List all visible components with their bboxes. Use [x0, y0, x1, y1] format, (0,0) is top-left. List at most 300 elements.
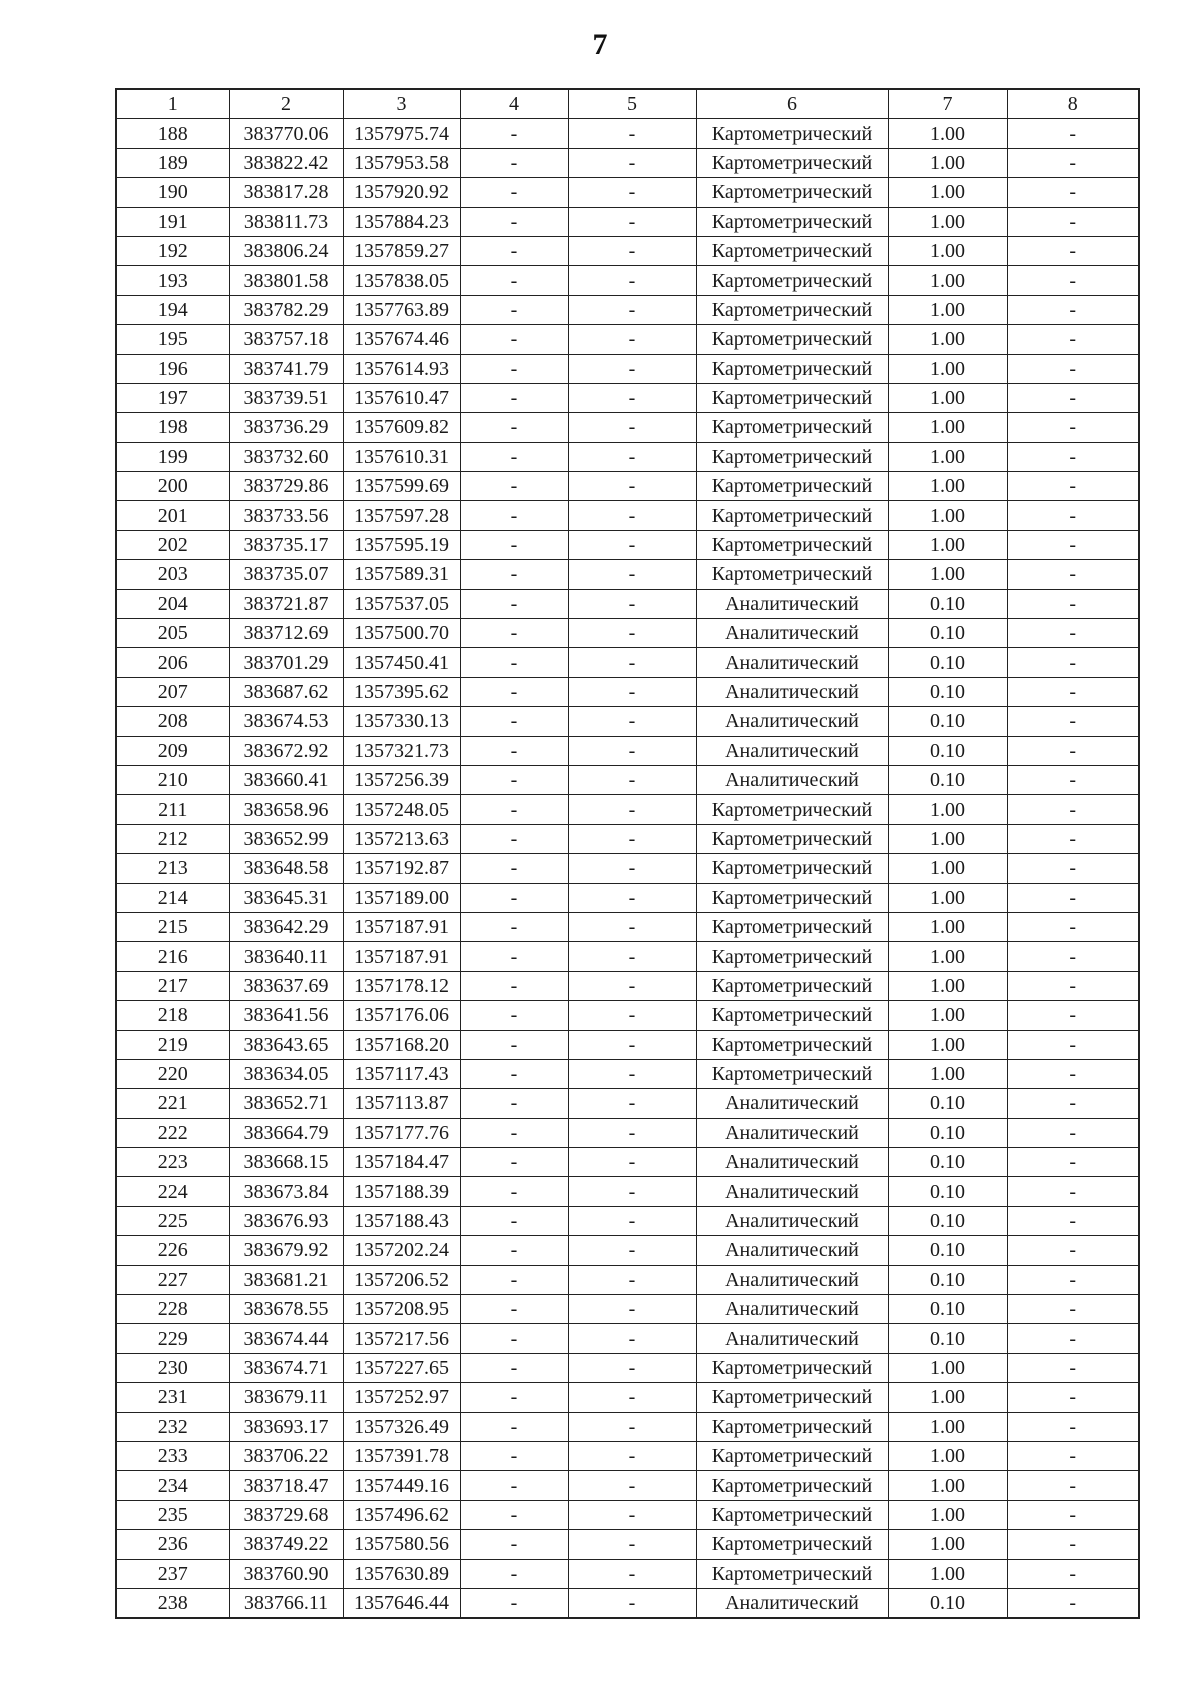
- column-5-cell: -: [568, 912, 696, 941]
- accuracy-cell: 1.00: [888, 883, 1007, 912]
- accuracy-cell: 1.00: [888, 795, 1007, 824]
- column-8-cell: -: [1007, 413, 1139, 442]
- x-coordinate-cell: 383634.05: [229, 1059, 343, 1088]
- y-coordinate-cell: 1357609.82: [343, 413, 460, 442]
- accuracy-cell: 1.00: [888, 354, 1007, 383]
- column-5-cell: -: [568, 1441, 696, 1470]
- column-8-cell: -: [1007, 765, 1139, 794]
- column-8-cell: -: [1007, 148, 1139, 177]
- table-row: [116, 677, 1139, 706]
- table-row: [116, 1001, 1139, 1030]
- table-row: [116, 530, 1139, 559]
- point-number-cell: 219: [116, 1030, 229, 1059]
- column-8-cell: -: [1007, 648, 1139, 677]
- y-coordinate-cell: 1357168.20: [343, 1030, 460, 1059]
- column-5-cell: -: [568, 1148, 696, 1177]
- column-5-cell: -: [568, 472, 696, 501]
- table-row: [116, 383, 1139, 412]
- point-number-cell: 194: [116, 295, 229, 324]
- column-8-cell: -: [1007, 1412, 1139, 1441]
- point-number-cell: 203: [116, 560, 229, 589]
- table-row: [116, 560, 1139, 589]
- accuracy-cell: 0.10: [888, 1295, 1007, 1324]
- point-number-cell: 197: [116, 383, 229, 412]
- column-5-cell: -: [568, 795, 696, 824]
- y-coordinate-cell: 1357391.78: [343, 1441, 460, 1470]
- accuracy-cell: 0.10: [888, 1206, 1007, 1235]
- column-4-cell: -: [460, 501, 568, 530]
- column-4-cell: -: [460, 1588, 568, 1618]
- table-row: [116, 942, 1139, 971]
- point-number-cell: 199: [116, 442, 229, 471]
- accuracy-cell: 0.10: [888, 1324, 1007, 1353]
- column-8-cell: -: [1007, 354, 1139, 383]
- x-coordinate-cell: 383681.21: [229, 1265, 343, 1294]
- column-5-cell: -: [568, 148, 696, 177]
- column-5-cell: -: [568, 824, 696, 853]
- method-cell: Аналитический: [696, 1588, 888, 1618]
- x-coordinate-cell: 383733.56: [229, 501, 343, 530]
- column-4-cell: -: [460, 148, 568, 177]
- method-cell: Аналитический: [696, 648, 888, 677]
- column-4-cell: -: [460, 383, 568, 412]
- point-number-cell: 237: [116, 1559, 229, 1588]
- column-4-cell: -: [460, 1441, 568, 1470]
- accuracy-cell: 1.00: [888, 1030, 1007, 1059]
- method-cell: Картометрический: [696, 442, 888, 471]
- point-number-cell: 228: [116, 1295, 229, 1324]
- column-4-cell: -: [460, 1559, 568, 1588]
- column-8-cell: -: [1007, 1324, 1139, 1353]
- method-cell: Аналитический: [696, 589, 888, 618]
- column-5-cell: -: [568, 1206, 696, 1235]
- table-header-row: [116, 89, 1139, 119]
- y-coordinate-cell: 1357589.31: [343, 560, 460, 589]
- x-coordinate-cell: 383749.22: [229, 1530, 343, 1559]
- method-cell: Аналитический: [696, 1324, 888, 1353]
- point-number-cell: 212: [116, 824, 229, 853]
- table-row: [116, 1559, 1139, 1588]
- column-4-cell: -: [460, 883, 568, 912]
- y-coordinate-cell: 1357217.56: [343, 1324, 460, 1353]
- y-coordinate-cell: 1357321.73: [343, 736, 460, 765]
- accuracy-cell: 1.00: [888, 1500, 1007, 1529]
- method-cell: Картометрический: [696, 1441, 888, 1470]
- method-cell: Аналитический: [696, 736, 888, 765]
- y-coordinate-cell: 1357248.05: [343, 795, 460, 824]
- method-cell: Картометрический: [696, 413, 888, 442]
- column-5-cell: -: [568, 707, 696, 736]
- method-cell: Картометрический: [696, 530, 888, 559]
- accuracy-cell: 1.00: [888, 148, 1007, 177]
- point-number-cell: 189: [116, 148, 229, 177]
- column-8-cell: -: [1007, 1295, 1139, 1324]
- table-row: [116, 325, 1139, 354]
- table-row: [116, 119, 1139, 148]
- method-cell: Аналитический: [696, 1295, 888, 1324]
- table-row: [116, 1383, 1139, 1412]
- y-coordinate-cell: 1357176.06: [343, 1001, 460, 1030]
- x-coordinate-cell: 383721.87: [229, 589, 343, 618]
- column-5-cell: -: [568, 765, 696, 794]
- point-number-cell: 210: [116, 765, 229, 794]
- column-5-cell: -: [568, 1059, 696, 1088]
- table-row: [116, 619, 1139, 648]
- column-4-cell: -: [460, 119, 568, 148]
- table-row: [116, 912, 1139, 941]
- method-cell: Аналитический: [696, 1206, 888, 1235]
- point-number-cell: 223: [116, 1148, 229, 1177]
- column-8-cell: -: [1007, 1441, 1139, 1470]
- method-cell: Картометрический: [696, 119, 888, 148]
- accuracy-cell: 1.00: [888, 178, 1007, 207]
- method-cell: Картометрический: [696, 883, 888, 912]
- method-cell: Картометрический: [696, 971, 888, 1000]
- point-number-cell: 213: [116, 854, 229, 883]
- y-coordinate-cell: 1357449.16: [343, 1471, 460, 1500]
- accuracy-cell: 1.00: [888, 442, 1007, 471]
- table-row: [116, 1471, 1139, 1500]
- accuracy-cell: 1.00: [888, 472, 1007, 501]
- column-8-cell: -: [1007, 207, 1139, 236]
- accuracy-cell: 1.00: [888, 1059, 1007, 1088]
- method-cell: Картометрический: [696, 1383, 888, 1412]
- column-8-cell: -: [1007, 1177, 1139, 1206]
- table-row: [116, 1412, 1139, 1441]
- accuracy-cell: 1.00: [888, 1412, 1007, 1441]
- accuracy-cell: 1.00: [888, 1001, 1007, 1030]
- column-4-cell: -: [460, 648, 568, 677]
- accuracy-cell: 1.00: [888, 295, 1007, 324]
- column-5-cell: -: [568, 560, 696, 589]
- x-coordinate-cell: 383673.84: [229, 1177, 343, 1206]
- column-8-cell: -: [1007, 1089, 1139, 1118]
- column-5-cell: -: [568, 1118, 696, 1147]
- accuracy-cell: 1.00: [888, 236, 1007, 265]
- column-8-cell: -: [1007, 854, 1139, 883]
- column-4-cell: -: [460, 912, 568, 941]
- column-5-cell: -: [568, 677, 696, 706]
- column-5-cell: -: [568, 648, 696, 677]
- column-5-cell: -: [568, 236, 696, 265]
- method-cell: Аналитический: [696, 1177, 888, 1206]
- method-cell: Картометрический: [696, 1353, 888, 1382]
- method-cell: Картометрический: [696, 148, 888, 177]
- column-8-cell: -: [1007, 1059, 1139, 1088]
- x-coordinate-cell: 383668.15: [229, 1148, 343, 1177]
- y-coordinate-cell: 1357208.95: [343, 1295, 460, 1324]
- column-4-cell: -: [460, 1265, 568, 1294]
- column-5-cell: -: [568, 501, 696, 530]
- table-row: [116, 1588, 1139, 1618]
- x-coordinate-cell: 383735.07: [229, 560, 343, 589]
- column-header: 3: [343, 89, 460, 119]
- table-row: [116, 765, 1139, 794]
- x-coordinate-cell: 383640.11: [229, 942, 343, 971]
- accuracy-cell: 1.00: [888, 383, 1007, 412]
- column-header: 1: [116, 89, 229, 119]
- accuracy-cell: 0.10: [888, 1089, 1007, 1118]
- column-8-cell: -: [1007, 119, 1139, 148]
- y-coordinate-cell: 1357184.47: [343, 1148, 460, 1177]
- point-number-cell: 191: [116, 207, 229, 236]
- table-row: [116, 1206, 1139, 1235]
- column-4-cell: -: [460, 1324, 568, 1353]
- method-cell: Картометрический: [696, 178, 888, 207]
- column-5-cell: -: [568, 589, 696, 618]
- y-coordinate-cell: 1357953.58: [343, 148, 460, 177]
- table-row: [116, 1089, 1139, 1118]
- column-5-cell: -: [568, 1265, 696, 1294]
- point-number-cell: 227: [116, 1265, 229, 1294]
- x-coordinate-cell: 383729.68: [229, 1500, 343, 1529]
- table-row: [116, 883, 1139, 912]
- point-number-cell: 204: [116, 589, 229, 618]
- x-coordinate-cell: 383687.62: [229, 677, 343, 706]
- accuracy-cell: 0.10: [888, 1236, 1007, 1265]
- point-number-cell: 229: [116, 1324, 229, 1353]
- point-number-cell: 236: [116, 1530, 229, 1559]
- column-5-cell: -: [568, 1530, 696, 1559]
- x-coordinate-cell: 383679.11: [229, 1383, 343, 1412]
- method-cell: Картометрический: [696, 472, 888, 501]
- point-number-cell: 222: [116, 1118, 229, 1147]
- x-coordinate-cell: 383757.18: [229, 325, 343, 354]
- table-row: [116, 1324, 1139, 1353]
- y-coordinate-cell: 1357450.41: [343, 648, 460, 677]
- table-row: [116, 1441, 1139, 1470]
- column-5-cell: -: [568, 1383, 696, 1412]
- method-cell: Аналитический: [696, 765, 888, 794]
- point-number-cell: 188: [116, 119, 229, 148]
- column-header: 6: [696, 89, 888, 119]
- table-row: [116, 295, 1139, 324]
- x-coordinate-cell: 383739.51: [229, 383, 343, 412]
- method-cell: Картометрический: [696, 354, 888, 383]
- column-8-cell: -: [1007, 1206, 1139, 1235]
- column-5-cell: -: [568, 295, 696, 324]
- table-row: [116, 795, 1139, 824]
- point-number-cell: 192: [116, 236, 229, 265]
- method-cell: Аналитический: [696, 1236, 888, 1265]
- accuracy-cell: 1.00: [888, 1383, 1007, 1412]
- x-coordinate-cell: 383766.11: [229, 1588, 343, 1618]
- column-5-cell: -: [568, 1500, 696, 1529]
- y-coordinate-cell: 1357646.44: [343, 1588, 460, 1618]
- column-5-cell: -: [568, 1001, 696, 1030]
- method-cell: Картометрический: [696, 1471, 888, 1500]
- method-cell: Аналитический: [696, 619, 888, 648]
- y-coordinate-cell: 1357256.39: [343, 765, 460, 794]
- point-number-cell: 224: [116, 1177, 229, 1206]
- y-coordinate-cell: 1357884.23: [343, 207, 460, 236]
- column-5-cell: -: [568, 119, 696, 148]
- table-row: [116, 824, 1139, 853]
- column-8-cell: -: [1007, 883, 1139, 912]
- y-coordinate-cell: 1357252.97: [343, 1383, 460, 1412]
- method-cell: Картометрический: [696, 1559, 888, 1588]
- x-coordinate-cell: 383712.69: [229, 619, 343, 648]
- column-4-cell: -: [460, 765, 568, 794]
- column-8-cell: -: [1007, 1236, 1139, 1265]
- column-5-cell: -: [568, 1177, 696, 1206]
- point-number-cell: 208: [116, 707, 229, 736]
- method-cell: Картометрический: [696, 325, 888, 354]
- point-number-cell: 231: [116, 1383, 229, 1412]
- table-row: [116, 971, 1139, 1000]
- x-coordinate-cell: 383660.41: [229, 765, 343, 794]
- column-8-cell: -: [1007, 1148, 1139, 1177]
- column-4-cell: -: [460, 1530, 568, 1559]
- point-number-cell: 205: [116, 619, 229, 648]
- column-4-cell: -: [460, 325, 568, 354]
- column-5-cell: -: [568, 619, 696, 648]
- coordinates-table: [115, 88, 1140, 1619]
- column-5-cell: -: [568, 1588, 696, 1618]
- method-cell: Картометрический: [696, 795, 888, 824]
- column-4-cell: -: [460, 1471, 568, 1500]
- column-4-cell: -: [460, 824, 568, 853]
- x-coordinate-cell: 383760.90: [229, 1559, 343, 1588]
- table-row: [116, 1530, 1139, 1559]
- column-5-cell: -: [568, 1471, 696, 1500]
- point-number-cell: 233: [116, 1441, 229, 1470]
- table-row: [116, 1236, 1139, 1265]
- x-coordinate-cell: 383801.58: [229, 266, 343, 295]
- column-8-cell: -: [1007, 619, 1139, 648]
- point-number-cell: 230: [116, 1353, 229, 1382]
- point-number-cell: 235: [116, 1500, 229, 1529]
- column-8-cell: -: [1007, 589, 1139, 618]
- table-body: [116, 119, 1139, 1618]
- x-coordinate-cell: 383729.86: [229, 472, 343, 501]
- column-header: 4: [460, 89, 568, 119]
- accuracy-cell: 0.10: [888, 1148, 1007, 1177]
- method-cell: Картометрический: [696, 266, 888, 295]
- column-8-cell: -: [1007, 325, 1139, 354]
- y-coordinate-cell: 1357496.62: [343, 1500, 460, 1529]
- point-number-cell: 215: [116, 912, 229, 941]
- accuracy-cell: 0.10: [888, 736, 1007, 765]
- column-4-cell: -: [460, 354, 568, 383]
- method-cell: Картометрический: [696, 1500, 888, 1529]
- table-row: [116, 1295, 1139, 1324]
- column-4-cell: -: [460, 1148, 568, 1177]
- y-coordinate-cell: 1357187.91: [343, 912, 460, 941]
- x-coordinate-cell: 383822.42: [229, 148, 343, 177]
- method-cell: Картометрический: [696, 942, 888, 971]
- column-4-cell: -: [460, 1295, 568, 1324]
- point-number-cell: 220: [116, 1059, 229, 1088]
- y-coordinate-cell: 1357763.89: [343, 295, 460, 324]
- accuracy-cell: 1.00: [888, 1353, 1007, 1382]
- method-cell: Аналитический: [696, 677, 888, 706]
- y-coordinate-cell: 1357117.43: [343, 1059, 460, 1088]
- table-row: [116, 1353, 1139, 1382]
- method-cell: Аналитический: [696, 1148, 888, 1177]
- accuracy-cell: 1.00: [888, 501, 1007, 530]
- column-header: 2: [229, 89, 343, 119]
- column-5-cell: -: [568, 442, 696, 471]
- y-coordinate-cell: 1357597.28: [343, 501, 460, 530]
- column-5-cell: -: [568, 354, 696, 383]
- table-row: [116, 472, 1139, 501]
- method-cell: Картометрический: [696, 236, 888, 265]
- column-5-cell: -: [568, 1353, 696, 1382]
- method-cell: Картометрический: [696, 383, 888, 412]
- column-4-cell: -: [460, 707, 568, 736]
- table-row: [116, 1059, 1139, 1088]
- x-coordinate-cell: 383674.53: [229, 707, 343, 736]
- column-4-cell: -: [460, 1001, 568, 1030]
- table-row: [116, 442, 1139, 471]
- y-coordinate-cell: 1357975.74: [343, 119, 460, 148]
- x-coordinate-cell: 383652.71: [229, 1089, 343, 1118]
- column-5-cell: -: [568, 383, 696, 412]
- point-number-cell: 195: [116, 325, 229, 354]
- column-8-cell: -: [1007, 736, 1139, 765]
- column-8-cell: -: [1007, 501, 1139, 530]
- column-5-cell: -: [568, 1324, 696, 1353]
- column-5-cell: -: [568, 1559, 696, 1588]
- column-5-cell: -: [568, 1089, 696, 1118]
- table-row: [116, 178, 1139, 207]
- column-8-cell: -: [1007, 295, 1139, 324]
- accuracy-cell: 1.00: [888, 912, 1007, 941]
- column-8-cell: -: [1007, 795, 1139, 824]
- column-8-cell: -: [1007, 1353, 1139, 1382]
- column-8-cell: -: [1007, 942, 1139, 971]
- column-4-cell: -: [460, 178, 568, 207]
- column-8-cell: -: [1007, 824, 1139, 853]
- y-coordinate-cell: 1357330.13: [343, 707, 460, 736]
- column-4-cell: -: [460, 854, 568, 883]
- y-coordinate-cell: 1357206.52: [343, 1265, 460, 1294]
- x-coordinate-cell: 383643.65: [229, 1030, 343, 1059]
- x-coordinate-cell: 383741.79: [229, 354, 343, 383]
- x-coordinate-cell: 383693.17: [229, 1412, 343, 1441]
- column-4-cell: -: [460, 971, 568, 1000]
- y-coordinate-cell: 1357599.69: [343, 472, 460, 501]
- column-8-cell: -: [1007, 266, 1139, 295]
- table-row: [116, 501, 1139, 530]
- column-4-cell: -: [460, 589, 568, 618]
- column-4-cell: -: [460, 295, 568, 324]
- point-number-cell: 238: [116, 1588, 229, 1618]
- column-4-cell: -: [460, 1206, 568, 1235]
- x-coordinate-cell: 383811.73: [229, 207, 343, 236]
- x-coordinate-cell: 383817.28: [229, 178, 343, 207]
- point-number-cell: 198: [116, 413, 229, 442]
- column-4-cell: -: [460, 560, 568, 589]
- column-4-cell: -: [460, 1500, 568, 1529]
- x-coordinate-cell: 383672.92: [229, 736, 343, 765]
- table-row: [116, 1500, 1139, 1529]
- point-number-cell: 202: [116, 530, 229, 559]
- column-4-cell: -: [460, 1177, 568, 1206]
- column-header: 7: [888, 89, 1007, 119]
- column-5-cell: -: [568, 1236, 696, 1265]
- x-coordinate-cell: 383782.29: [229, 295, 343, 324]
- column-8-cell: -: [1007, 1001, 1139, 1030]
- accuracy-cell: 1.00: [888, 530, 1007, 559]
- y-coordinate-cell: 1357610.47: [343, 383, 460, 412]
- accuracy-cell: 1.00: [888, 325, 1007, 354]
- column-8-cell: -: [1007, 178, 1139, 207]
- column-8-cell: -: [1007, 472, 1139, 501]
- column-8-cell: -: [1007, 677, 1139, 706]
- y-coordinate-cell: 1357920.92: [343, 178, 460, 207]
